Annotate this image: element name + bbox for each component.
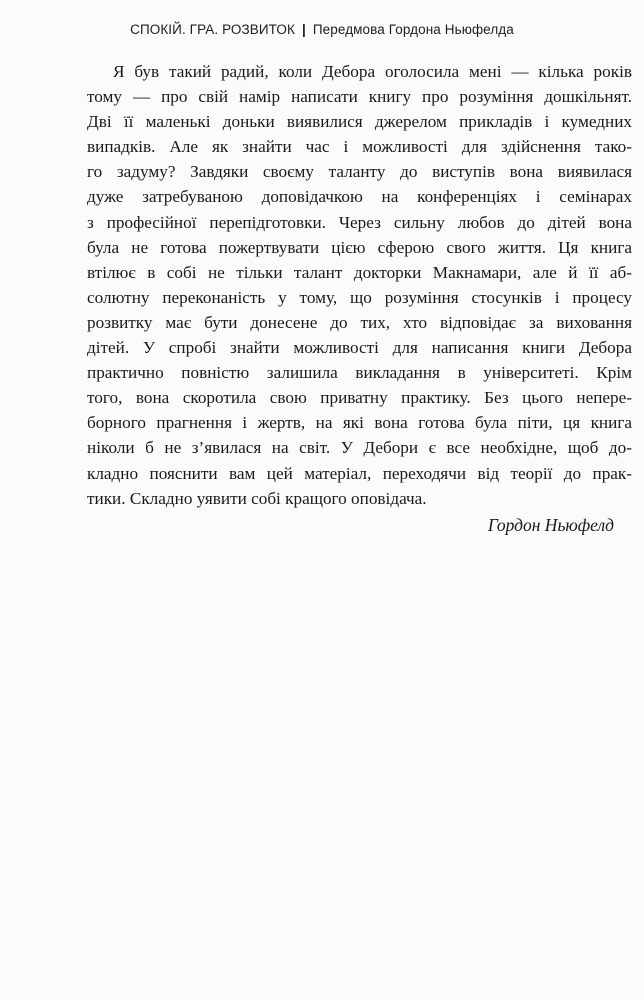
text-line: практично повністю залишила викладання в університеті. Крім	[87, 363, 632, 383]
text-line: випадків. Але як знайти час і можливості для здійснення тако-	[87, 137, 632, 157]
text-line: була не готова пожертвувати цією сферою свого життя. Ця книга	[87, 237, 632, 257]
text-line: розвитку має бути донесене до тих, хто відповідає за виховання	[87, 312, 632, 332]
book-title: СПОКІЙ. ГРА. РОЗВИТОК	[130, 22, 295, 37]
text-line: втілює в собі не тільки талант докторки Макнамари, але й її аб-	[87, 262, 632, 282]
text-line: того, вона скоротила свою приватну практику. Без цього непере-	[87, 388, 632, 408]
section-title: Передмова Гордона Ньюфелда	[312, 22, 514, 37]
text-line: ніколи б не з’явилася на світ. У Дебори є все необхідне, щоб до-	[87, 438, 632, 458]
text-line: тому — про свій намір написати книгу про розуміння дошкільнят.	[87, 87, 632, 107]
foreword-paragraph	[87, 59, 632, 511]
text-line: борного прагнення і жертв, на які вона готова була піти, ця книга	[87, 413, 632, 433]
text-line: тики. Складно уявити собі кращого оповідача.	[87, 488, 427, 508]
text-line: Дві її маленькі доньки виявилися джерелом прикладів і кумедних	[87, 112, 632, 132]
text-line: дуже затребуваною доповідачкою на конференціях і семінарах	[87, 187, 632, 207]
text-line: Я був такий радий, коли Дебора оголосила мені — кілька років	[113, 62, 632, 81]
running-header	[0, 22, 644, 37]
text-line: го задуму? Завдяки своєму таланту до виступів вона виявилася	[87, 162, 632, 182]
header-separator: |	[301, 22, 306, 37]
text-line: з професійної перепідготовки. Через сильну любов до дітей вона	[87, 212, 632, 232]
text-line: дітей. У спробі знайти можливості для написання книги Дебора	[87, 338, 632, 358]
author-signature: Гордон Ньюфелд	[487, 515, 614, 535]
text-line: кладно пояснити вам цей матеріал, переходячи від теорії до прак-	[87, 463, 632, 483]
text-line: солютну переконаність у тому, що розуміння стосунків і процесу	[87, 287, 632, 307]
